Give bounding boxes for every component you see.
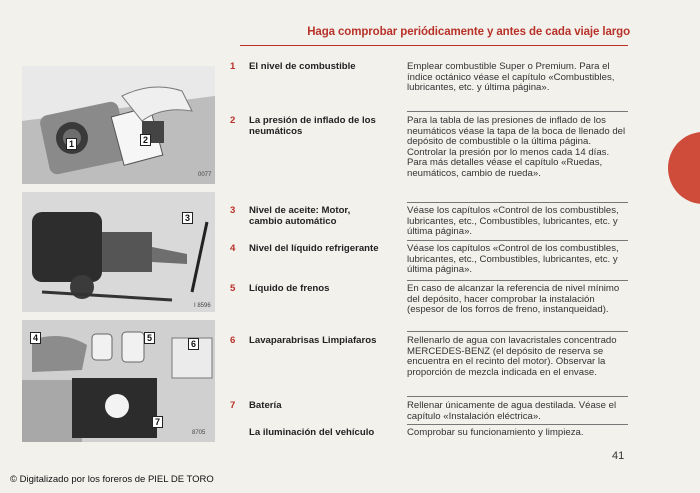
photo-label-3: 3	[182, 212, 193, 224]
row-divider	[407, 396, 628, 397]
item-description: En caso de alcanzar la referencia de nivel mínimo del depósito, hacer comprobar la instalación (espesor de los forros de freno, instanqueidad).	[407, 283, 620, 316]
row-divider	[407, 280, 628, 281]
photo-label-2: 2	[140, 134, 151, 146]
item-name: Nivel de aceite: Motor, cambio automático	[249, 205, 351, 227]
photo-engine-oil	[22, 192, 215, 312]
row-divider	[407, 331, 628, 332]
header-rule	[240, 45, 628, 46]
item-number: 2	[230, 115, 236, 126]
item-name: La presión de inflado de los neumáticos	[249, 115, 376, 137]
item-number: 6	[230, 335, 236, 346]
photo-label-4: 4	[30, 332, 41, 344]
item-number: 3	[230, 205, 236, 216]
photo-label-6: 6	[188, 338, 199, 350]
item-description: Rellenarlo de agua con lavacristales concentrado MERCEDES-BENZ (el depósito de reserva se encuentra en el recinto del motor). Observar la proporción de mezcla indicada en el envase.	[407, 335, 617, 378]
item-name: Nivel del líquido refrigerante	[249, 243, 379, 254]
photo-engine-compartment	[22, 320, 215, 442]
row-divider	[407, 111, 628, 112]
footer-credit: © Digitalizado por los foreros de PIEL DE TORO	[10, 474, 214, 485]
item-number: 7	[230, 400, 236, 411]
item-description: Véase los capítulos «Control de los combustibles, lubricantes, etc., Combustibles, lubricantes, etc. y última página».	[407, 205, 619, 238]
photo-code: 0077	[198, 172, 212, 178]
item-name: Lavaparabrisas Limpiafaros	[249, 335, 377, 346]
row-divider	[407, 202, 628, 203]
item-description: Emplear combustible Super o Premium. Para el índice octánico véase el capítulo «Combustibles, lubricantes, etc. y última página».	[407, 61, 615, 94]
photo-label-1: 1	[66, 138, 77, 150]
item-number: 5	[230, 283, 236, 294]
engine-compartment-illustration	[22, 320, 215, 442]
row-divider	[407, 424, 628, 425]
fuel-filler-illustration	[22, 66, 215, 184]
item-description: Comprobar su funcionamiento y limpieza.	[407, 427, 584, 438]
photo-fuel-filler	[22, 66, 215, 184]
item-name: El nivel de combustible	[249, 61, 356, 72]
item-description: Véase los capítulos «Control de los combustibles, lubricantes, etc., Combustibles, lubricantes, etc. y última página».	[407, 243, 619, 276]
page-header: Haga comprobar periódicamente y antes de cada viaje largo	[307, 26, 630, 38]
photo-label-5: 5	[144, 332, 155, 344]
chapter-tab-marker	[668, 132, 700, 204]
item-description: Rellenar únicamente de agua destilada. Véase el capítulo «Instalación eléctrica».	[407, 400, 617, 422]
photo-code: I 8596	[194, 303, 211, 309]
item-number: 4	[230, 243, 236, 254]
item-name: Líquido de frenos	[249, 283, 330, 294]
row-divider	[407, 240, 628, 241]
item-description: Para la tabla de las presiones de inflado de los neumáticos véase la tapa de la boca de llenado del depósito de combustible o la última página. Controlar la presión por lo menos cada 14 días. Para más detalles véase el capítulo «Ruedas, neumáticos, cambio de rueda».	[407, 115, 626, 179]
page-number: 41	[612, 450, 625, 462]
item-name: La iluminación del vehículo	[249, 427, 375, 438]
engine-oil-illustration	[22, 192, 215, 312]
photo-code: 8705	[192, 430, 206, 436]
item-number: 1	[230, 61, 236, 72]
photo-label-7: 7	[152, 416, 163, 428]
item-name: Batería	[249, 400, 282, 411]
